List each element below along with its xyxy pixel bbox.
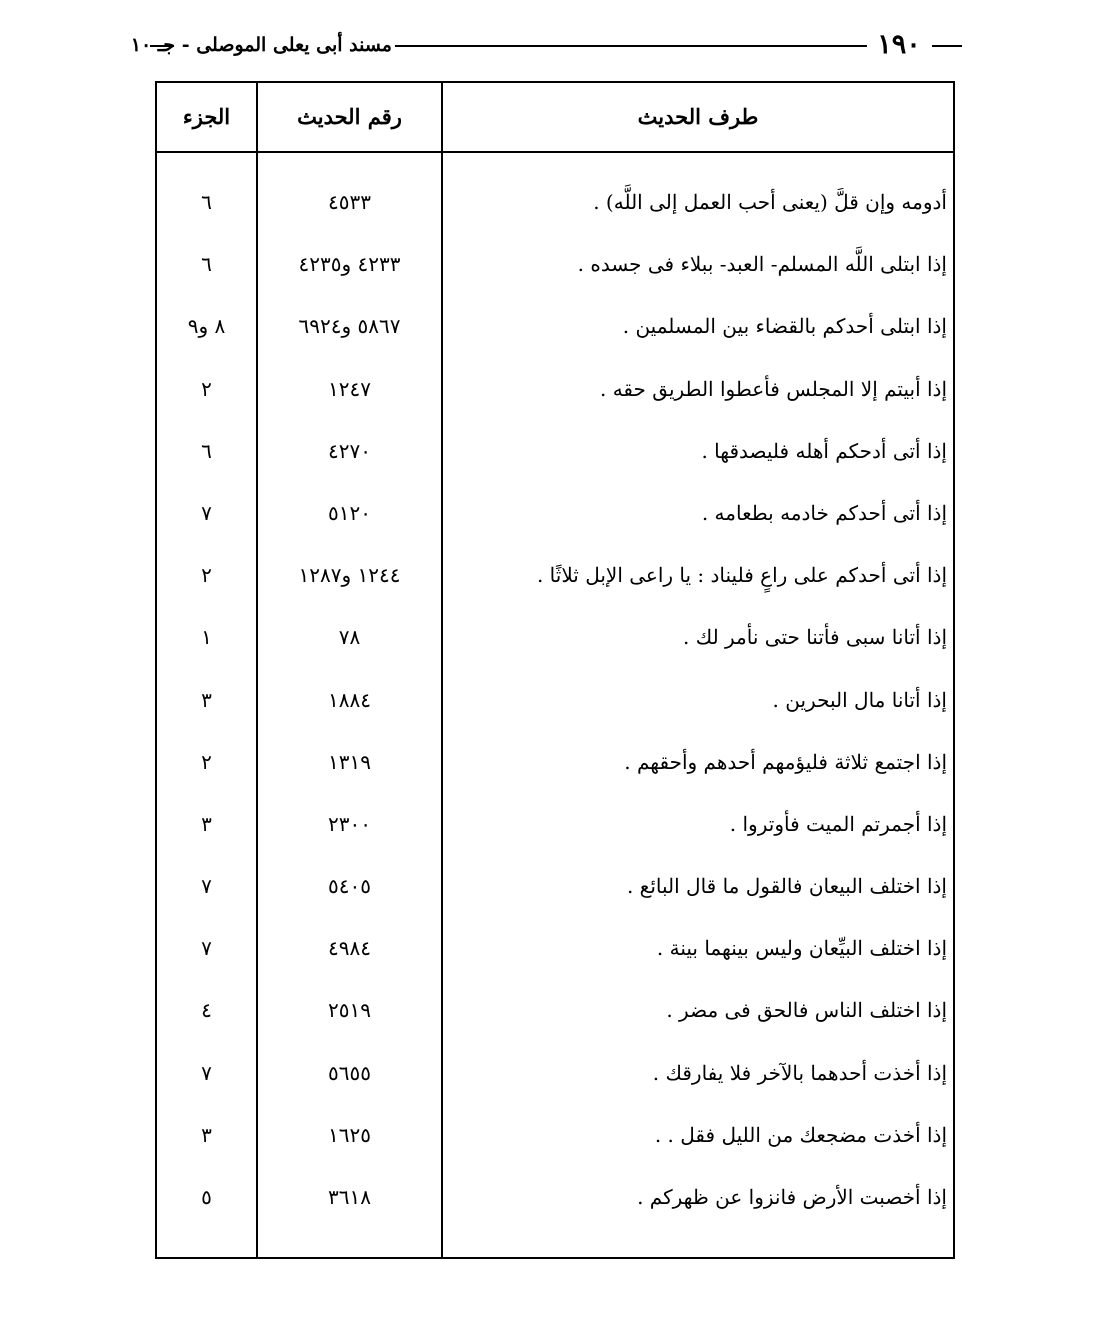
column-header-text: طرف الحديث — [637, 104, 759, 129]
table-body — [157, 171, 953, 1228]
hadith-number: ٤٥٣٣ — [328, 190, 371, 214]
hadith-number: ٢٥١٩ — [328, 998, 371, 1023]
hadith-text: إذا اختلف البيِّعان وليس بينهما بينة . — [656, 936, 947, 961]
table-row — [157, 606, 953, 668]
hadith-text: إذا أخذت أحدهما بالآخر فلا يفارقك . — [652, 1060, 947, 1085]
hadith-number: ٣٦١٨ — [328, 1185, 371, 1209]
part-number: ٦ — [201, 438, 212, 463]
part-number: ٧ — [201, 936, 212, 961]
hadith-text: إذا أخصبت الأرض فانزوا عن ظهركم . — [637, 1185, 947, 1209]
hadith-text: إذا اختلف الناس فالحق فى مضر . — [666, 998, 947, 1023]
part-number: ٣ — [201, 687, 212, 712]
hadith-text: إذا أتى أدحكم أهله فليصدقها . — [701, 438, 947, 463]
hadith-number: ١٢٤٧ — [328, 376, 371, 401]
part-number: ٢ — [201, 376, 212, 401]
part-number: ٧ — [201, 500, 212, 525]
hadith-text: إذا اختلف البيعان فالقول ما قال البائع . — [626, 874, 947, 899]
hadith-text: أدومه وإن قلَّ (يعنى أحب العمل إلى اللَّه) . — [593, 190, 947, 214]
table-row — [157, 731, 953, 793]
part-number: ١ — [201, 625, 212, 650]
hadith-number: ١٣١٩ — [328, 749, 371, 774]
hadith-text: إذا أبيتم إلا المجلس فأعطوا الطريق حقه . — [599, 376, 947, 401]
table-row — [157, 295, 953, 357]
table-row — [157, 1166, 953, 1228]
part-number: ٥ — [201, 1185, 212, 1209]
header-rule-right — [932, 45, 962, 47]
table-row — [157, 855, 953, 917]
hadith-number: ٢٣٠٠ — [328, 811, 371, 836]
table-row — [157, 917, 953, 979]
hadith-text: إذا اجتمع ثلاثة فليؤمهم أحدهم وأحقهم . — [624, 749, 947, 774]
table-row — [157, 1042, 953, 1104]
hadith-text: إذا أتى أحدكم خادمه بطعامه . — [701, 500, 947, 525]
table-row — [157, 544, 953, 606]
hadith-number: ٤٩٨٤ — [328, 936, 371, 961]
header-divider — [157, 151, 953, 153]
hadith-text: إذا أتانا سبى فأتنا حتى نأمر لك . — [683, 625, 947, 650]
hadith-text: إذا ابتلى اللَّه المسلم- العبد- ببلاء فى جسده . — [577, 252, 947, 277]
hadith-number: ٥٤٠٥ — [328, 874, 371, 899]
hadith-number: ١٨٨٤ — [328, 687, 371, 712]
header-rule-middle — [395, 45, 867, 47]
hadith-text: إذا ابتلى أحدكم بالقضاء بين المسلمين . — [622, 314, 947, 339]
hadith-number: ٥٨٦٧ و٦٩٢٤ — [298, 314, 401, 339]
part-number: ٨ و٩ — [187, 314, 226, 339]
column-header-part: الجزء — [182, 104, 231, 129]
hadith-text: إذا أجمرتم الميت فأوتروا . — [729, 811, 947, 836]
part-number: ٤ — [201, 998, 212, 1023]
hadith-number: ٤٢٧٠ — [328, 438, 371, 463]
table-row — [157, 233, 953, 295]
book-title: مسند أبى يعلى الموصلى - جـ ١٠ — [130, 34, 392, 56]
hadith-text: إذا أخذت مضجعك من الليل فقل . . — [654, 1122, 947, 1147]
part-number: ٣ — [201, 811, 212, 836]
hadith-text: إذا أتى أحدكم على راعٍ فليناد : يا راعى الإبل ثلاثًا . — [536, 563, 947, 588]
table-row — [157, 358, 953, 420]
table-row — [157, 669, 953, 731]
hadith-index-table — [155, 81, 955, 1259]
hadith-text: إذا أتانا مال البحرين . — [772, 687, 947, 712]
table-row — [157, 171, 953, 233]
table-row — [157, 1104, 953, 1166]
table-row — [157, 420, 953, 482]
part-number: ٧ — [201, 1060, 212, 1085]
page-header — [130, 28, 962, 64]
part-number: ٣ — [201, 1122, 212, 1147]
table-row — [157, 793, 953, 855]
table-row — [157, 482, 953, 544]
part-number: ٢ — [201, 749, 212, 774]
part-number: ٦ — [201, 190, 212, 214]
part-number: ٧ — [201, 874, 212, 899]
hadith-number: ١٦٢٥ — [328, 1122, 371, 1147]
column-header-number: رقم الحديث — [297, 104, 402, 129]
part-number: ٦ — [201, 252, 212, 277]
hadith-number: ٥١٢٠ — [328, 500, 371, 525]
hadith-number: ١٢٤٤ و١٢٨٧ — [298, 563, 401, 588]
hadith-number: ٥٦٥٥ — [328, 1060, 371, 1085]
part-number: ٢ — [201, 563, 212, 588]
hadith-number: ٤٢٣٣ و٤٢٣٥ — [298, 252, 401, 277]
hadith-number: ٧٨ — [338, 625, 361, 650]
page-number: ١٩٠ — [877, 29, 921, 60]
table-row — [157, 979, 953, 1041]
